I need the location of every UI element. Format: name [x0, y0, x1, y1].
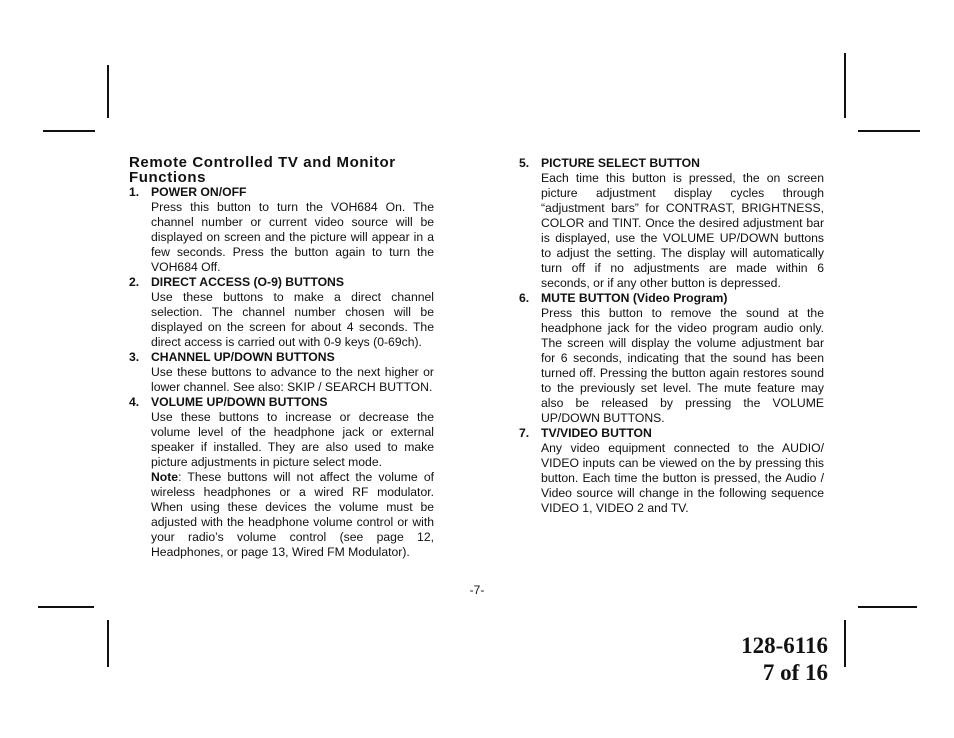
item-heading: PICTURE SELECT BUTTON — [541, 156, 700, 170]
item-number: 3. — [129, 350, 140, 364]
crop-mark-bottom-right-horizontal — [858, 606, 917, 608]
crop-mark-top-right-horizontal — [858, 130, 920, 132]
item-number: 5. — [519, 156, 530, 170]
note-text: : These buttons will not affect the volume of wireless headphones or a wired RF modulator. When using these devices the volume must be adjusted with the headphone volume control or with your radio’s volume control (see page 12, Headphones, or page 13, Wired FM Modulator). — [151, 470, 434, 559]
section-title: Remote Controlled TV and Monitor Functions — [129, 154, 396, 186]
note-paragraph — [151, 470, 434, 560]
list-item — [129, 395, 434, 560]
item-heading: MUTE BUTTON (Video Program) — [541, 291, 728, 305]
item-heading: POWER ON/OFF — [151, 185, 247, 199]
item-number: 4. — [129, 395, 140, 409]
crop-mark-top-right-vertical — [844, 53, 846, 118]
left-column — [129, 155, 434, 560]
item-number: 7. — [519, 426, 530, 440]
list-item — [519, 426, 824, 516]
document-number: 128-6116 — [741, 633, 828, 658]
item-text: Press this button to remove the sound at the headphone jack for the video program audio only. The screen will display the volume adjustment bar for 6 seconds, indicating that the sound has been turned off. Pressing the button again restores sound to the previously set level. The mute feature may also be released by pressing the VOLUME UP/DOWN BUTTONS. — [541, 306, 824, 425]
crop-mark-bottom-left-horizontal — [38, 606, 94, 608]
item-number: 2. — [129, 275, 140, 289]
crop-mark-top-left-horizontal — [43, 130, 95, 132]
list-item — [519, 156, 824, 291]
page-number: -7- — [469, 583, 485, 597]
item-heading: TV/VIDEO BUTTON — [541, 426, 652, 440]
crop-mark-bottom-right-vertical — [844, 620, 846, 667]
right-column — [519, 156, 824, 516]
item-text: Press this button to turn the VOH684 On. The channel number or current video source will be displayed on screen and the picture will appear in a few seconds. Press the button again to turn the VOH684 Off. — [151, 200, 434, 274]
item-text: Use these buttons to make a direct channel selection. The channel number chosen will be displayed on the screen for about 4 seconds. The direct access is carried out with 0-9 keys (0-69ch). — [151, 290, 434, 349]
list-item — [129, 185, 434, 275]
list-item — [519, 291, 824, 426]
item-heading: CHANNEL UP/DOWN BUTTONS — [151, 350, 335, 364]
item-text: Any video equipment connected to the AUDIO/ VIDEO inputs can be viewed on the by pressing this button. Each time the button is pressed, the Audio / Video source will change in the following sequence VIDEO 1, VIDEO 2 and TV. — [541, 441, 824, 515]
list-item — [129, 350, 434, 395]
item-text: Use these buttons to increase or decrease the volume level of the headphone jack or external speaker if installed. They are also used to make picture adjustments in picture select mode. — [151, 410, 434, 469]
item-heading: DIRECT ACCESS (O-9) BUTTONS — [151, 275, 344, 289]
item-heading: VOLUME UP/DOWN BUTTONS — [151, 395, 328, 409]
page-of-count: 7 of 16 — [762, 660, 828, 685]
item-text: Use these buttons to advance to the next higher or lower channel. See also: SKIP / SEARCH BUTTON. — [151, 365, 434, 394]
item-text: Each time this button is pressed, the on screen picture adjustment display cycles through “adjustment bars” for CONTRAST, BRIGHTNESS, COLOR and TINT. Once the desired adjustment bar is displayed, use the VOLUME UP/DOWN buttons to adjust the setting. The display will automatically turn off if no adjustments are made within 6 seconds, or if any other button is depressed. — [541, 171, 824, 290]
crop-mark-bottom-left-vertical — [107, 620, 109, 667]
document-id-block — [741, 632, 828, 686]
crop-mark-top-left-vertical — [107, 65, 109, 118]
item-number: 6. — [519, 291, 530, 305]
note-label: Note — [151, 470, 179, 484]
list-item — [129, 275, 434, 350]
item-number: 1. — [129, 185, 140, 199]
